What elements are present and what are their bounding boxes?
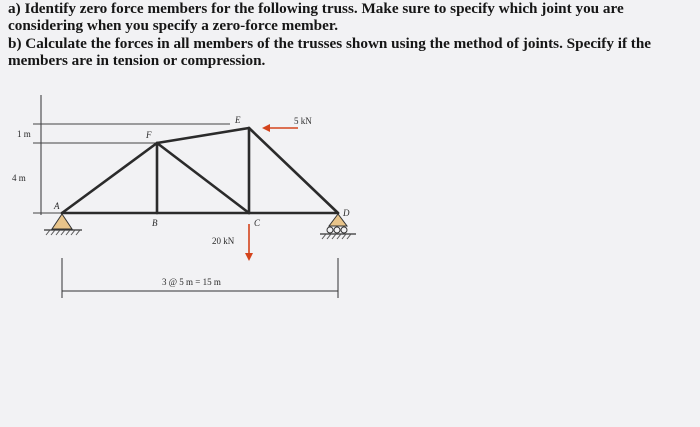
roller-support-d (320, 214, 356, 239)
span-label: 3 @ 5 m = 15 m (162, 277, 221, 287)
member-fe (157, 128, 249, 143)
joint-label-d: D (343, 208, 350, 218)
question-part-a: a) Identify zero force members for the following truss. Make sure to specify which joint you are considering when you specify a zero-force member. (8, 0, 624, 35)
truss-members (62, 128, 338, 213)
load-label-5kn: 5 kN (294, 116, 312, 126)
member-fc (157, 143, 249, 213)
dim-label-1m: 1 m (17, 129, 31, 139)
member-af (62, 143, 157, 213)
joint-label-a: A (54, 201, 60, 211)
joint-label-c: C (254, 218, 261, 228)
joint-label-e: E (235, 115, 241, 125)
dim-label-4m: 4 m (12, 173, 26, 183)
joint-label-f: F (146, 130, 152, 140)
load-arrow-20kn (245, 224, 253, 261)
question-part-b: b) Calculate the forces in all members of the trusses shown using the method of joints. Specify if the members are in tension or compression. (8, 34, 652, 70)
joint-label-b: B (152, 218, 158, 228)
pin-support-a (44, 214, 82, 235)
member-ed (249, 128, 338, 213)
load-arrow-5kn (262, 124, 298, 132)
load-label-20kn: 20 kN (212, 236, 235, 246)
